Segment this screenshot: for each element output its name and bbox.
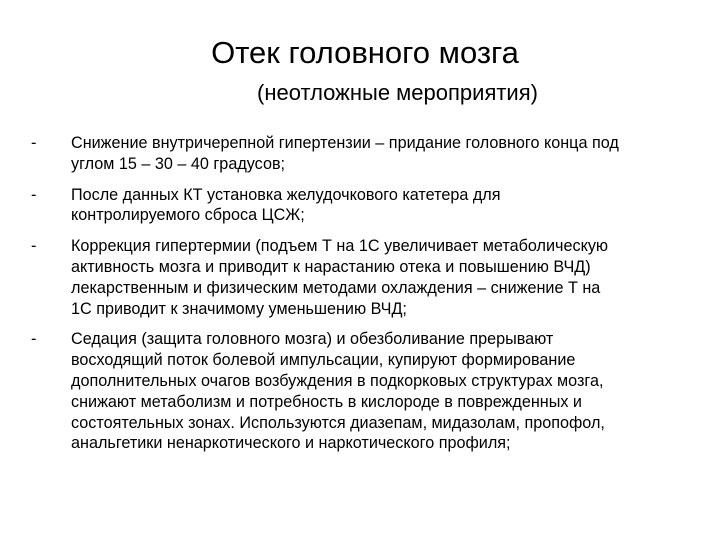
slide-subtitle: (неотложные мероприятия) [257, 80, 538, 105]
bullet-text: Седация (защита головного мозга) и обезболивание прерывают восходящий поток болевой импульсации, купируют формирование дополнительных очагов возбуждения в подкорковых структурах мозга, снижают метаболизм и потребность в кислороде в поврежденных и состоятельных зонах. Используются диазепам, мидазолам, пропофол, анальгетики ненаркотического и наркотического профиля; [71, 330, 605, 453]
slide-title: Отек головного мозга [211, 35, 519, 70]
bullet-item [31, 133, 691, 175]
title-block [0, 34, 720, 108]
bullet-text: Коррекция гипертермии (подъем Т на 1С увеличивает метаболическую активность мозга и приводит к нарастанию отека и повышению ВЧД) лекарственным и физическим методами охлаждения – снижение Т на 1С приводит к значимому уменьшению ВЧД; [71, 237, 609, 318]
bullet-dash: - [31, 134, 37, 152]
bullet-list [31, 133, 691, 464]
bullet-dash: - [31, 185, 37, 204]
bullet-text: После данных КТ установка желудочкового катетера для контролируемого сброса ЦСЖ; [71, 185, 501, 225]
bullet-dash: - [31, 330, 37, 349]
bullet-item [31, 329, 691, 454]
bullet-text: Снижение внутричерепной гипертензии – придание головного конца под углом 15 – 30 – 40 градусов; [71, 134, 619, 173]
bullet-item [31, 236, 691, 319]
bullet-dash: - [31, 237, 37, 256]
bullet-item [31, 185, 691, 227]
